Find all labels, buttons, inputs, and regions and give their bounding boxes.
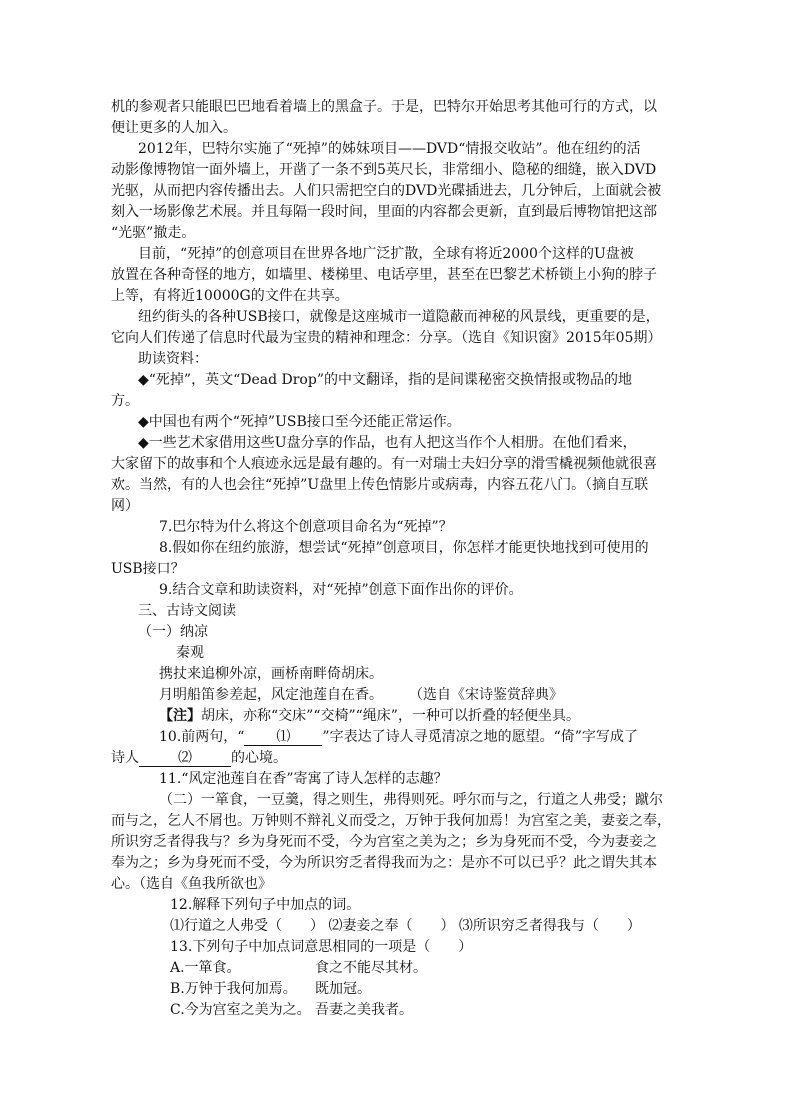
text-line: 2012年，巴特尔实施了“死掉”的姊妹项目——DVD“情报交收站”。他在纽约的活	[138, 141, 641, 157]
question-8-cont: USB接口？	[111, 561, 185, 577]
text-line: 动影像博物馆一面外墙上，开凿了一条不到5英尺长，非常细小、隐秘的细缝，嵌入DVD	[111, 162, 657, 178]
text-line: 奉为之；乡为身死而不受，今为所识穷乏者得我而为之：是亦不可以已乎？此之谓失其本	[111, 855, 657, 871]
text-line: “光驱”撤走。	[111, 225, 196, 241]
text-line: 大家留下的故事和个人痕迹永远是最有趣的。有一对瑞士夫妇分享的滑雪橇视频他就很喜	[111, 456, 657, 472]
question-13: 13.下列句子中加点词意思相同的一项是（ ）	[170, 939, 473, 955]
text-line: 而与之，乞人不屑也。万钟则不辩礼义而受之，万钟于我何加焉！为宫室之美，妻妾之奉，	[111, 813, 671, 829]
option-right: 既加冠。	[315, 981, 371, 997]
poem-author: 秦观	[176, 645, 204, 661]
poem-line-text: 月明船笛参差起，风定池莲自在香。	[159, 687, 383, 703]
note-label: 【注】	[159, 708, 201, 724]
text-line: ◆一些艺术家借用这些U盘分享的作品，也有人把这当作个人相册。在他们看来，	[138, 435, 637, 451]
question-10-cont	[111, 748, 287, 768]
text-line: 上等，有将近10000G的文件在共享。	[111, 288, 349, 304]
text-line: 欢。当然，有的人也会往“死掉”U盘里上传色情影片或病毒，内容五花八门。（摘自互联	[111, 477, 649, 493]
answer-blank-2[interactable]: ⑵	[139, 750, 231, 767]
text-line: 心。（选自《鱼我所欲也》	[111, 876, 272, 892]
q12-item: ⑶所识穷乏者得我与（ ）	[458, 918, 641, 934]
text-line: 便让更多的人加入。	[111, 120, 237, 136]
question-8: 8.假如你在纽约旅游，想尝试“死掉”创意项目，你怎样才能更快地找到可使用的	[159, 540, 649, 556]
option-right: 吾妻之美我者。	[315, 1002, 413, 1018]
text-line: ◆“死掉”，英文“Dead Drop”的中文翻译，指的是间谍秘密交换情报或物品的地	[138, 372, 632, 388]
option-right: 食之不能尽其材。	[315, 960, 427, 976]
q10-text: ”字表达了诗人寻觅清凉之地的愿望。“倚”字写成了	[322, 729, 638, 745]
text-line: （二）一箪食，一豆羹，得之则生，弗得则死。呼尔而与之，行道之人弗受；蹴尔	[159, 792, 663, 808]
poem-title: （一）纳凉	[138, 624, 208, 640]
text-line: 放置在各种奇怪的地方，如墙里、楼梯里、电话亭里，甚至在巴黎艺术桥锁上小狗的脖子	[111, 267, 657, 283]
answer-blank-1[interactable]: ⑴	[244, 729, 322, 746]
poem-source: （选自《宋诗鉴赏辞典》	[409, 687, 563, 703]
aux-title: 助读资料：	[138, 351, 208, 367]
poem-line	[159, 685, 563, 705]
text-line: ◆中国也有两个“死掉”USB接口至今还能正常运作。	[138, 414, 461, 430]
text-line: 机的参观者只能眼巴巴地看着墙上的黑盒子。于是，巴特尔开始思考其他可行的方式，以	[111, 99, 657, 115]
section-heading: 三、古诗文阅读	[138, 603, 236, 619]
q10-text: 10.前两句，“	[159, 729, 245, 745]
text-line: 它向人们传递了信息时代最为宝贵的精神和理念：分享。（选自《知识窗》2015年05期）	[111, 330, 662, 346]
text-line: 光驱，从而把内容传播出去。人们只需把空白的DVD光碟插进去，几分钟后，上面就会被	[111, 183, 662, 199]
note-text: 胡床，亦称“交床”“交椅”“绳床”，一种可以折叠的轻便坐具。	[201, 708, 580, 724]
q12-item: ⑴行道之人弗受（ ）	[170, 918, 324, 934]
option-a	[170, 958, 427, 978]
question-11: 11.“风定池莲自在香”寄寓了诗人怎样的志趣？	[159, 771, 448, 787]
question-12-items	[170, 916, 641, 936]
text-line: 刻入一场影像艺术展。并且每隔一段时间，里面的内容都会更新，直到最后博物馆把这部	[111, 204, 657, 220]
question-10	[159, 727, 638, 747]
option-c	[170, 1000, 413, 1020]
q12-item: ⑵妻妾之奉（ ）	[328, 918, 455, 934]
text-line: 方。	[111, 393, 139, 409]
option-left: B.万钟于我何加焉。	[170, 981, 297, 997]
q10-text: 诗人	[111, 750, 139, 766]
poem-line: 携扙来追柳外凉，画桥南畔倚胡床。	[159, 666, 383, 682]
q10-text: 的心境。	[231, 750, 287, 766]
text-line: 网）	[111, 498, 139, 514]
question-12: 12.解释下列句子中加点的词。	[170, 897, 361, 913]
question-7: 7.巴尔特为什么将这个创意项目命名为“死掉”？	[159, 519, 453, 535]
poem-note	[159, 706, 580, 726]
text-line: 目前，“死掉”的创意项目在世界各地广泛扩散，全球有将近2000个这样的U盘被	[138, 246, 634, 262]
option-left: C.今为宫室之美为之。	[170, 1002, 311, 1018]
question-9: 9.结合文章和助读资料，对“死掉”创意下面作出你的评价。	[159, 582, 523, 598]
text-line: 纽约街头的各种USB接口，就像是这座城市一道隐蔽而神秘的风景线，更重要的是，	[138, 309, 660, 325]
option-left: A.一箪食。	[170, 960, 241, 976]
option-b	[170, 979, 371, 999]
text-line: 所识穷乏者得我与？乡为身死而不受，今为宫室之美为之；乡为身死而不受，今为妻妾之	[111, 834, 657, 850]
